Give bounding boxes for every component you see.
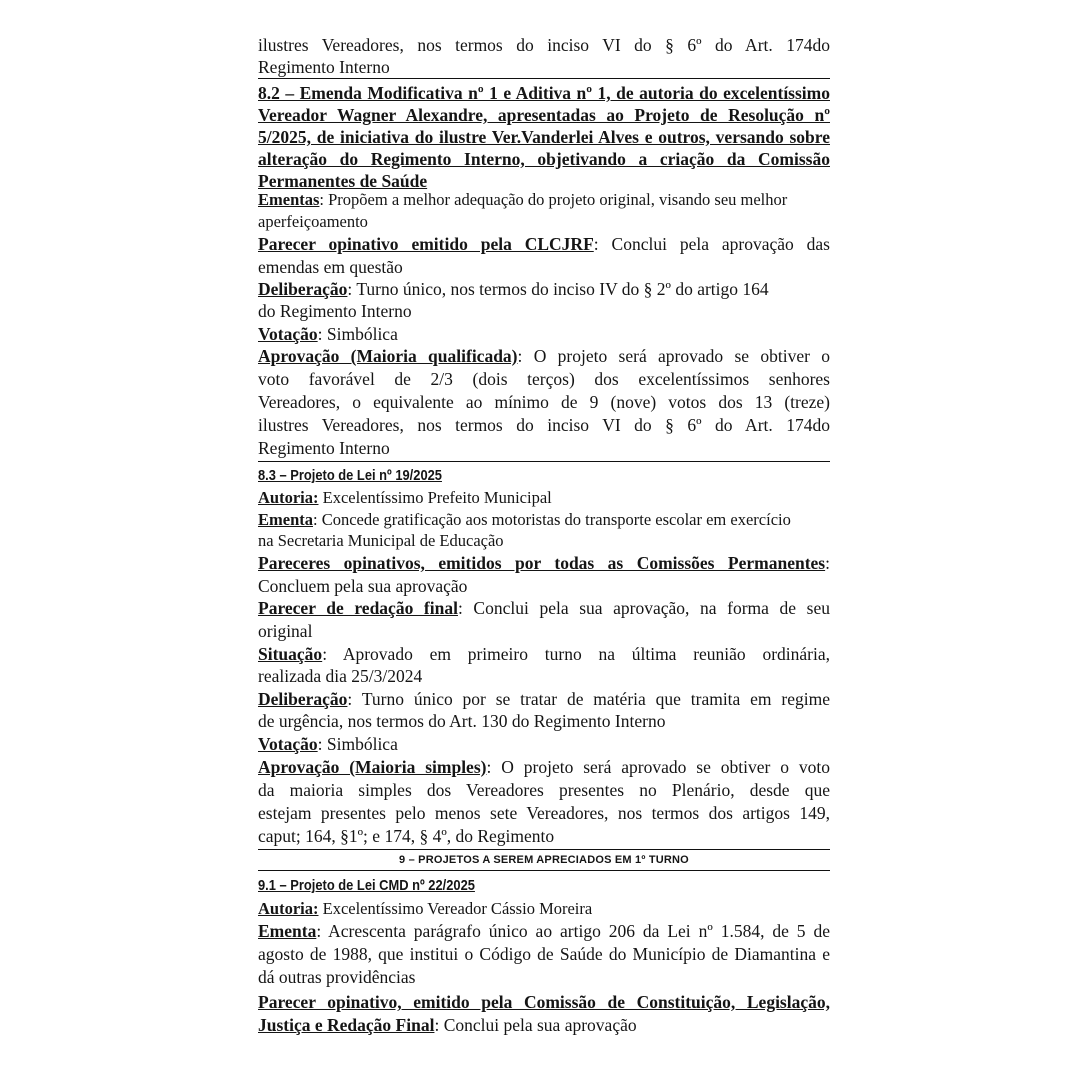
- pareceres-colon: :: [825, 553, 830, 573]
- autoria-label: Autoria:: [258, 899, 319, 918]
- autoria-value: Excelentíssimo Vereador Cássio Moreira: [318, 899, 593, 918]
- ementas-value: : Propõem a melhor adequação do projeto original, visando seu melhor: [319, 190, 788, 209]
- ementa-value: na Secretaria Municipal de Educação: [258, 531, 504, 550]
- aprovacao-value: caput; 164, §1º; e 174, § 4º, do Regimento: [258, 826, 555, 846]
- aprovacao-value: voto favorável de 2/3 (dois terços) dos excelentíssimos senhores: [258, 369, 830, 389]
- parecer-value: : Conclui pela aprovação das: [593, 234, 830, 254]
- votacao-label: Votação: [258, 324, 318, 344]
- section-divider: [258, 78, 830, 79]
- item-8-2-heading: 5/2025, de iniciativa do ilustre Ver.Vanderlei Alves e outros, versando sobre: [258, 127, 830, 147]
- aprovacao-field: [258, 345, 830, 367]
- deliberacao-value: do Regimento Interno: [258, 301, 412, 321]
- parecer-value: : Conclui pela sua aprovação: [434, 1015, 637, 1035]
- deliberacao-value: de urgência, nos termos do Art. 130 do Regimento Interno: [258, 711, 666, 731]
- ementas-field: [258, 189, 830, 211]
- parecer-value: emendas em questão: [258, 257, 403, 277]
- redacao-value: original: [258, 621, 313, 641]
- ementa-label: Ementa: [258, 510, 313, 529]
- ementa-value: dá outras providências: [258, 967, 416, 987]
- votacao-label: Votação: [258, 734, 318, 754]
- aprovacao-label: Aprovação (Maioria qualificada): [258, 346, 518, 366]
- deliberacao-label: Deliberação: [258, 279, 348, 299]
- situacao-field: [258, 643, 830, 665]
- item-8-2-heading: 8.2 – Emenda Modificativa nº 1 e Aditiva nº 1, de autoria do excelentíssimo: [258, 83, 830, 103]
- item-8-2-heading: Vereador Wagner Alexandre, apresentadas ao Projeto de Resolução nº: [258, 105, 830, 125]
- deliberacao-value: : Turno único por se tratar de matéria que tramita em regime: [347, 689, 830, 709]
- redacao-value: : Conclui pela sua aprovação, na forma de seu: [457, 598, 830, 618]
- item-9-1-heading: 9.1 – Projeto de Lei CMD nº 22/2025: [258, 877, 475, 894]
- section-divider: [258, 461, 830, 462]
- votacao-value: : Simbólica: [317, 734, 398, 754]
- parecer-label: Parecer opinativo emitido pela CLCJRF: [258, 234, 594, 254]
- aprovacao-field: [258, 756, 830, 778]
- deliberacao-field: [258, 688, 830, 710]
- ementa-field: [258, 920, 830, 942]
- item-8-2-heading: alteração do Regimento Interno, objetivando a criação da Comissão: [258, 149, 830, 169]
- votacao-field: [258, 323, 830, 345]
- autoria-value: Excelentíssimo Prefeito Municipal: [318, 488, 552, 507]
- ementa-value: : Concede gratificação aos motoristas do transporte escolar em exercício: [313, 510, 791, 529]
- redacao-label: Parecer de redação final: [258, 598, 458, 618]
- continuation-line: ilustres Vereadores, nos termos do inciso VI do § 6º do Art. 174do: [258, 35, 830, 55]
- votacao-field: [258, 733, 830, 755]
- parecer-label: Parecer opinativo, emitido pela Comissão de Constituição, Legislação,: [258, 992, 830, 1012]
- ementa-label: Ementa: [258, 921, 317, 941]
- situacao-value: realizada dia 25/3/2024: [258, 666, 423, 686]
- redacao-field: [258, 597, 830, 619]
- deliberacao-value: : Turno único, nos termos do inciso IV do § 2º do artigo 164: [347, 279, 769, 299]
- ementas-value: aperfeiçoamento: [258, 212, 368, 231]
- aprovacao-value: estejam presentes pelo menos sete Vereadores, nos termos dos artigos 149,: [258, 803, 830, 823]
- situacao-label: Situação: [258, 644, 323, 664]
- item-8-3-heading: 8.3 – Projeto de Lei nº 19/2025: [258, 467, 442, 484]
- aprovacao-value: ilustres Vereadores, nos termos do inciso VI do § 6º do Art. 174do: [258, 415, 830, 435]
- pareceres-value: Concluem pela sua aprovação: [258, 576, 468, 596]
- section-9-heading: 9 – PROJETOS A SEREM APRECIADOS EM 1º TURNO: [399, 854, 689, 866]
- aprovacao-value: da maioria simples dos Vereadores presentes no Plenário, desde que: [258, 780, 830, 800]
- pareceres-field: [258, 552, 830, 574]
- aprovacao-value: Regimento Interno: [258, 438, 390, 458]
- pareceres-label: Pareceres opinativos, emitidos por todas as Comissões Permanentes: [258, 553, 826, 573]
- ementas-label: Ementas: [258, 190, 320, 209]
- ementa-value: agosto de 1988, que institui o Código de Saúde do Município de Diamantina e: [258, 944, 830, 964]
- section-divider: [258, 849, 830, 850]
- ementa-field: [258, 509, 830, 531]
- parecer-field: [258, 1014, 830, 1036]
- parecer-field: [258, 233, 830, 255]
- aprovacao-label: Aprovação (Maioria simples): [258, 757, 487, 777]
- situacao-value: : Aprovado em primeiro turno na última reunião ordinária,: [322, 644, 830, 664]
- autoria-label: Autoria:: [258, 488, 319, 507]
- votacao-value: : Simbólica: [317, 324, 398, 344]
- section-divider: [258, 870, 830, 871]
- item-8-2-heading: Permanentes de Saúde: [258, 171, 428, 191]
- aprovacao-value: : O projeto será aprovado se obtiver o voto: [486, 757, 830, 777]
- autoria-field: [258, 898, 830, 920]
- ementa-value: : Acrescenta parágrafo único ao artigo 206 da Lei nº 1.584, de 5 de: [316, 921, 830, 941]
- aprovacao-value: : O projeto será aprovado se obtiver o: [517, 346, 830, 366]
- deliberacao-label: Deliberação: [258, 689, 348, 709]
- continuation-line: Regimento Interno: [258, 57, 390, 77]
- aprovacao-value: Vereadores, o equivalente ao mínimo de 9 (nove) votos dos 13 (treze): [258, 392, 830, 412]
- parecer-label: Justiça e Redação Final: [258, 1015, 435, 1035]
- autoria-field: [258, 487, 830, 509]
- deliberacao-field: [258, 278, 830, 300]
